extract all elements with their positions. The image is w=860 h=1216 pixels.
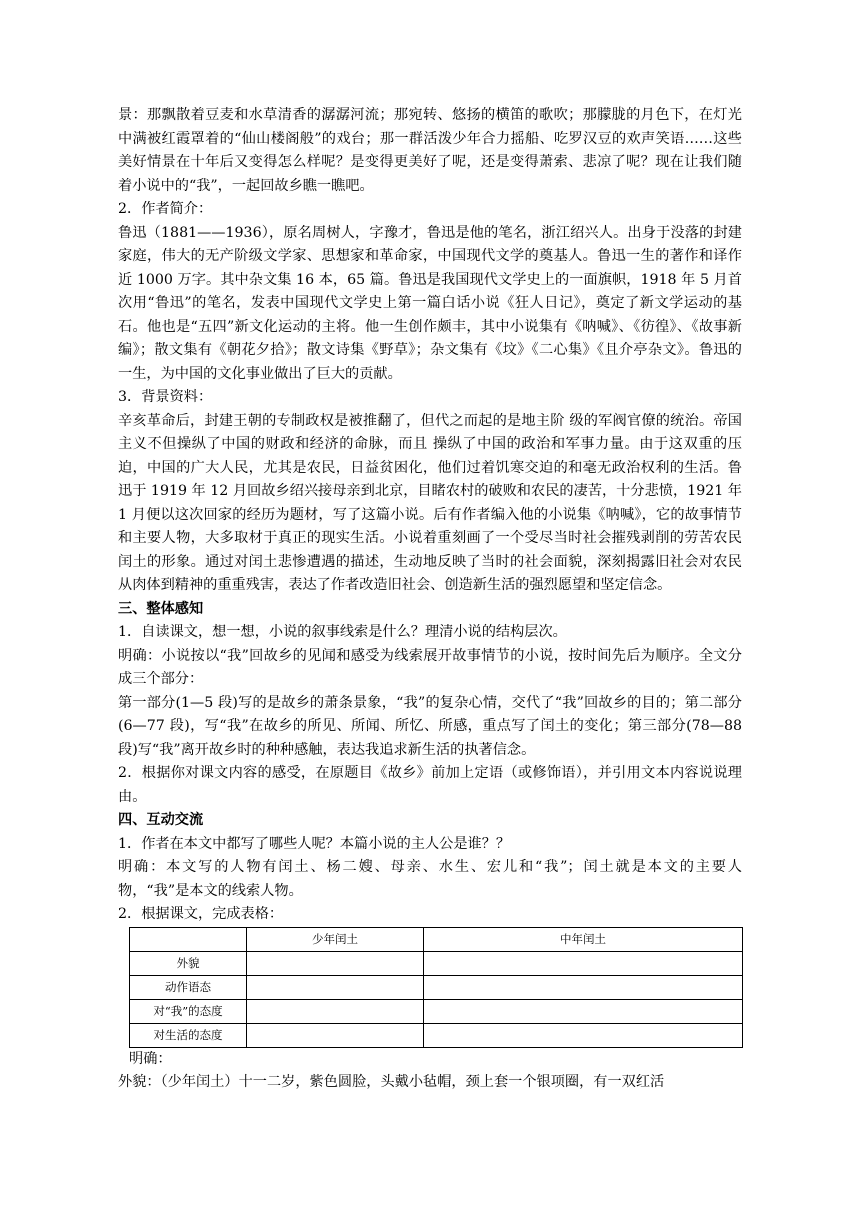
table-row-label: 对“我”的态度 xyxy=(130,999,247,1023)
intro-paragraph: 景：那飘散着豆麦和水草清香的潺潺河流；那宛转、悠扬的横笛的歌吹；那朦胧的月色下，在灯光中满被红霞罩着的“仙山楼阁般”的戏台；那一群活泼少年合力摇船、吃罗汉豆的欢声笑语……这些美好情景在十年后又变得怎么样呢？是变得更美好了呢，还是变得萧索、悲凉了呢？现在让我们随着小说中的“我”，一起回故乡瞧一瞧吧。 xyxy=(118,107,742,194)
table-cell xyxy=(247,975,424,999)
appearance-answer-paragraph: 外貌：（少年闰土）十一二岁，紫色圆脸，头戴小毡帽，颈上套一个银项圈，有一双红活 xyxy=(118,1074,665,1090)
section-heading-author: 2．作者简介： xyxy=(118,201,213,217)
interaction-question-2: 2．根据课文，完成表格： xyxy=(118,906,284,922)
table-row xyxy=(130,999,743,1023)
interaction-answer-1: 明确：本文写的人物有闰土、杨二嫂、母亲、水生、宏儿和“我”；闰土就是本文的主要人物，“我”是本文的线索人物。 xyxy=(118,859,742,899)
table-cell xyxy=(247,1023,424,1047)
document-body xyxy=(118,104,742,1095)
comparison-table xyxy=(129,927,743,1048)
table-cell xyxy=(247,999,424,1023)
table-cell xyxy=(247,951,424,975)
question-1-paragraph: 1．自读课文，想一想，小说的叙事线索是什么？理清小说的结构层次。 xyxy=(118,624,567,640)
section-heading-interaction: 四、互动交流 xyxy=(118,812,204,828)
table-header-cell: 中年闰土 xyxy=(424,927,743,951)
table-row xyxy=(130,1023,743,1047)
table-row-label: 动作语态 xyxy=(130,975,247,999)
table-cell xyxy=(424,975,743,999)
section-heading-overall: 三、整体感知 xyxy=(118,600,204,617)
table-row xyxy=(130,951,743,975)
table-row-label: 对生活的态度 xyxy=(130,1023,247,1047)
author-bio-paragraph: 鲁迅（1881——1936），原名周树人，字豫才，鲁迅是他的笔名，浙江绍兴人。出身于没落的封建家庭，伟大的无产阶级文学家、思想家和革命家，中国现代文学的奠基人。鲁迅一生的著作和译作近 1000 万字。其中杂文集 16 本，65 篇。鲁迅是我国现代文学史上的一面旗帜，1918 年 5 月首次用“鲁迅”的笔名，发表中国现代文学史上第一篇白话小说《狂人日记》，奠定了新文学运动的基石。他也是“五四”新文化运动的主将。他一生创作颇丰，其中小说集有《呐喊》、《彷徨》、《故事新编》；散文集有《朝花夕拾》；散文诗集《野草》；杂文集有《坟》《二心集》《且介亭杂文》。鲁迅的一生，为中国的文化事业做出了巨大的贡献。 xyxy=(118,224,742,382)
section-heading-background: 3．背景资料： xyxy=(118,389,213,405)
table-row xyxy=(130,975,743,999)
answer-label: 明确： xyxy=(129,1050,172,1067)
background-paragraph: 辛亥革命后，封建王朝的专制政权是被推翻了，但代之而起的是地主阶 级的军阀官僚的统治。帝国主义不但操纵了中国的财政和经济的命脉，而且 操纵了中国的政治和军事力量。由于这双重的压迫，中国的广大人民，尤其是农民，日益贫困化，他们过着饥寒交迫的和毫无政治权利的生活。鲁迅于 1919 年 12 月回故乡绍兴接母亲到北京，目睹农村的破败和农民的凄苦，十分悲愤，1921 年 1 月便以这次回家的经历为题材，写了这篇小说。后有作者编入他的小说集《呐喊》，它的故事情节和主要人物，大多取材于真正的现实生活。小说着重刻画了一个受尽当时社会摧残剥削的劳苦农民闰土的形象。通过对闰土悲惨遭遇的描述，生动地反映了当时的社会面貌，深刻揭露旧社会对农民从肉体到精神的重重残害，表达了作者改造旧社会、创造新生活的强烈愿望和坚定信念。 xyxy=(118,412,742,593)
table-row-label: 外貌 xyxy=(130,951,247,975)
answer-1-paragraph: 明确：小说按以“我”回故乡的见闻和感受为线索展开故事情节的小说，按时间先后为顺序。全文分成三个部分： xyxy=(118,647,742,687)
table-cell xyxy=(424,951,743,975)
table-header-cell xyxy=(130,927,247,951)
interaction-question-1: 1．作者在本文中都写了哪些人呢？本篇小说的主人公是谁？？ xyxy=(118,835,511,852)
table-cell xyxy=(424,1023,743,1047)
table-cell xyxy=(424,999,743,1023)
question-2-paragraph: 2．根据你对课文内容的感受，在原题目《故乡》前加上定语（或修饰语），并引用文本内容说说理由。 xyxy=(118,765,742,805)
structure-paragraph: 第一部分(1—5 段)写的是故乡的萧条景象，“我”的复杂心情，交代了“我”回故乡的目的；第二部分(6—77 段)，写“我”在故乡的所见、所闻、所忆、所感，重点写了闰土的变化；第三部分(78—88 段)写“我”离开故乡时的种种感触，表达我追求新生活的执著信念。 xyxy=(118,694,742,758)
table-header-cell: 少年闰土 xyxy=(247,927,424,951)
table-header-row xyxy=(130,927,743,951)
